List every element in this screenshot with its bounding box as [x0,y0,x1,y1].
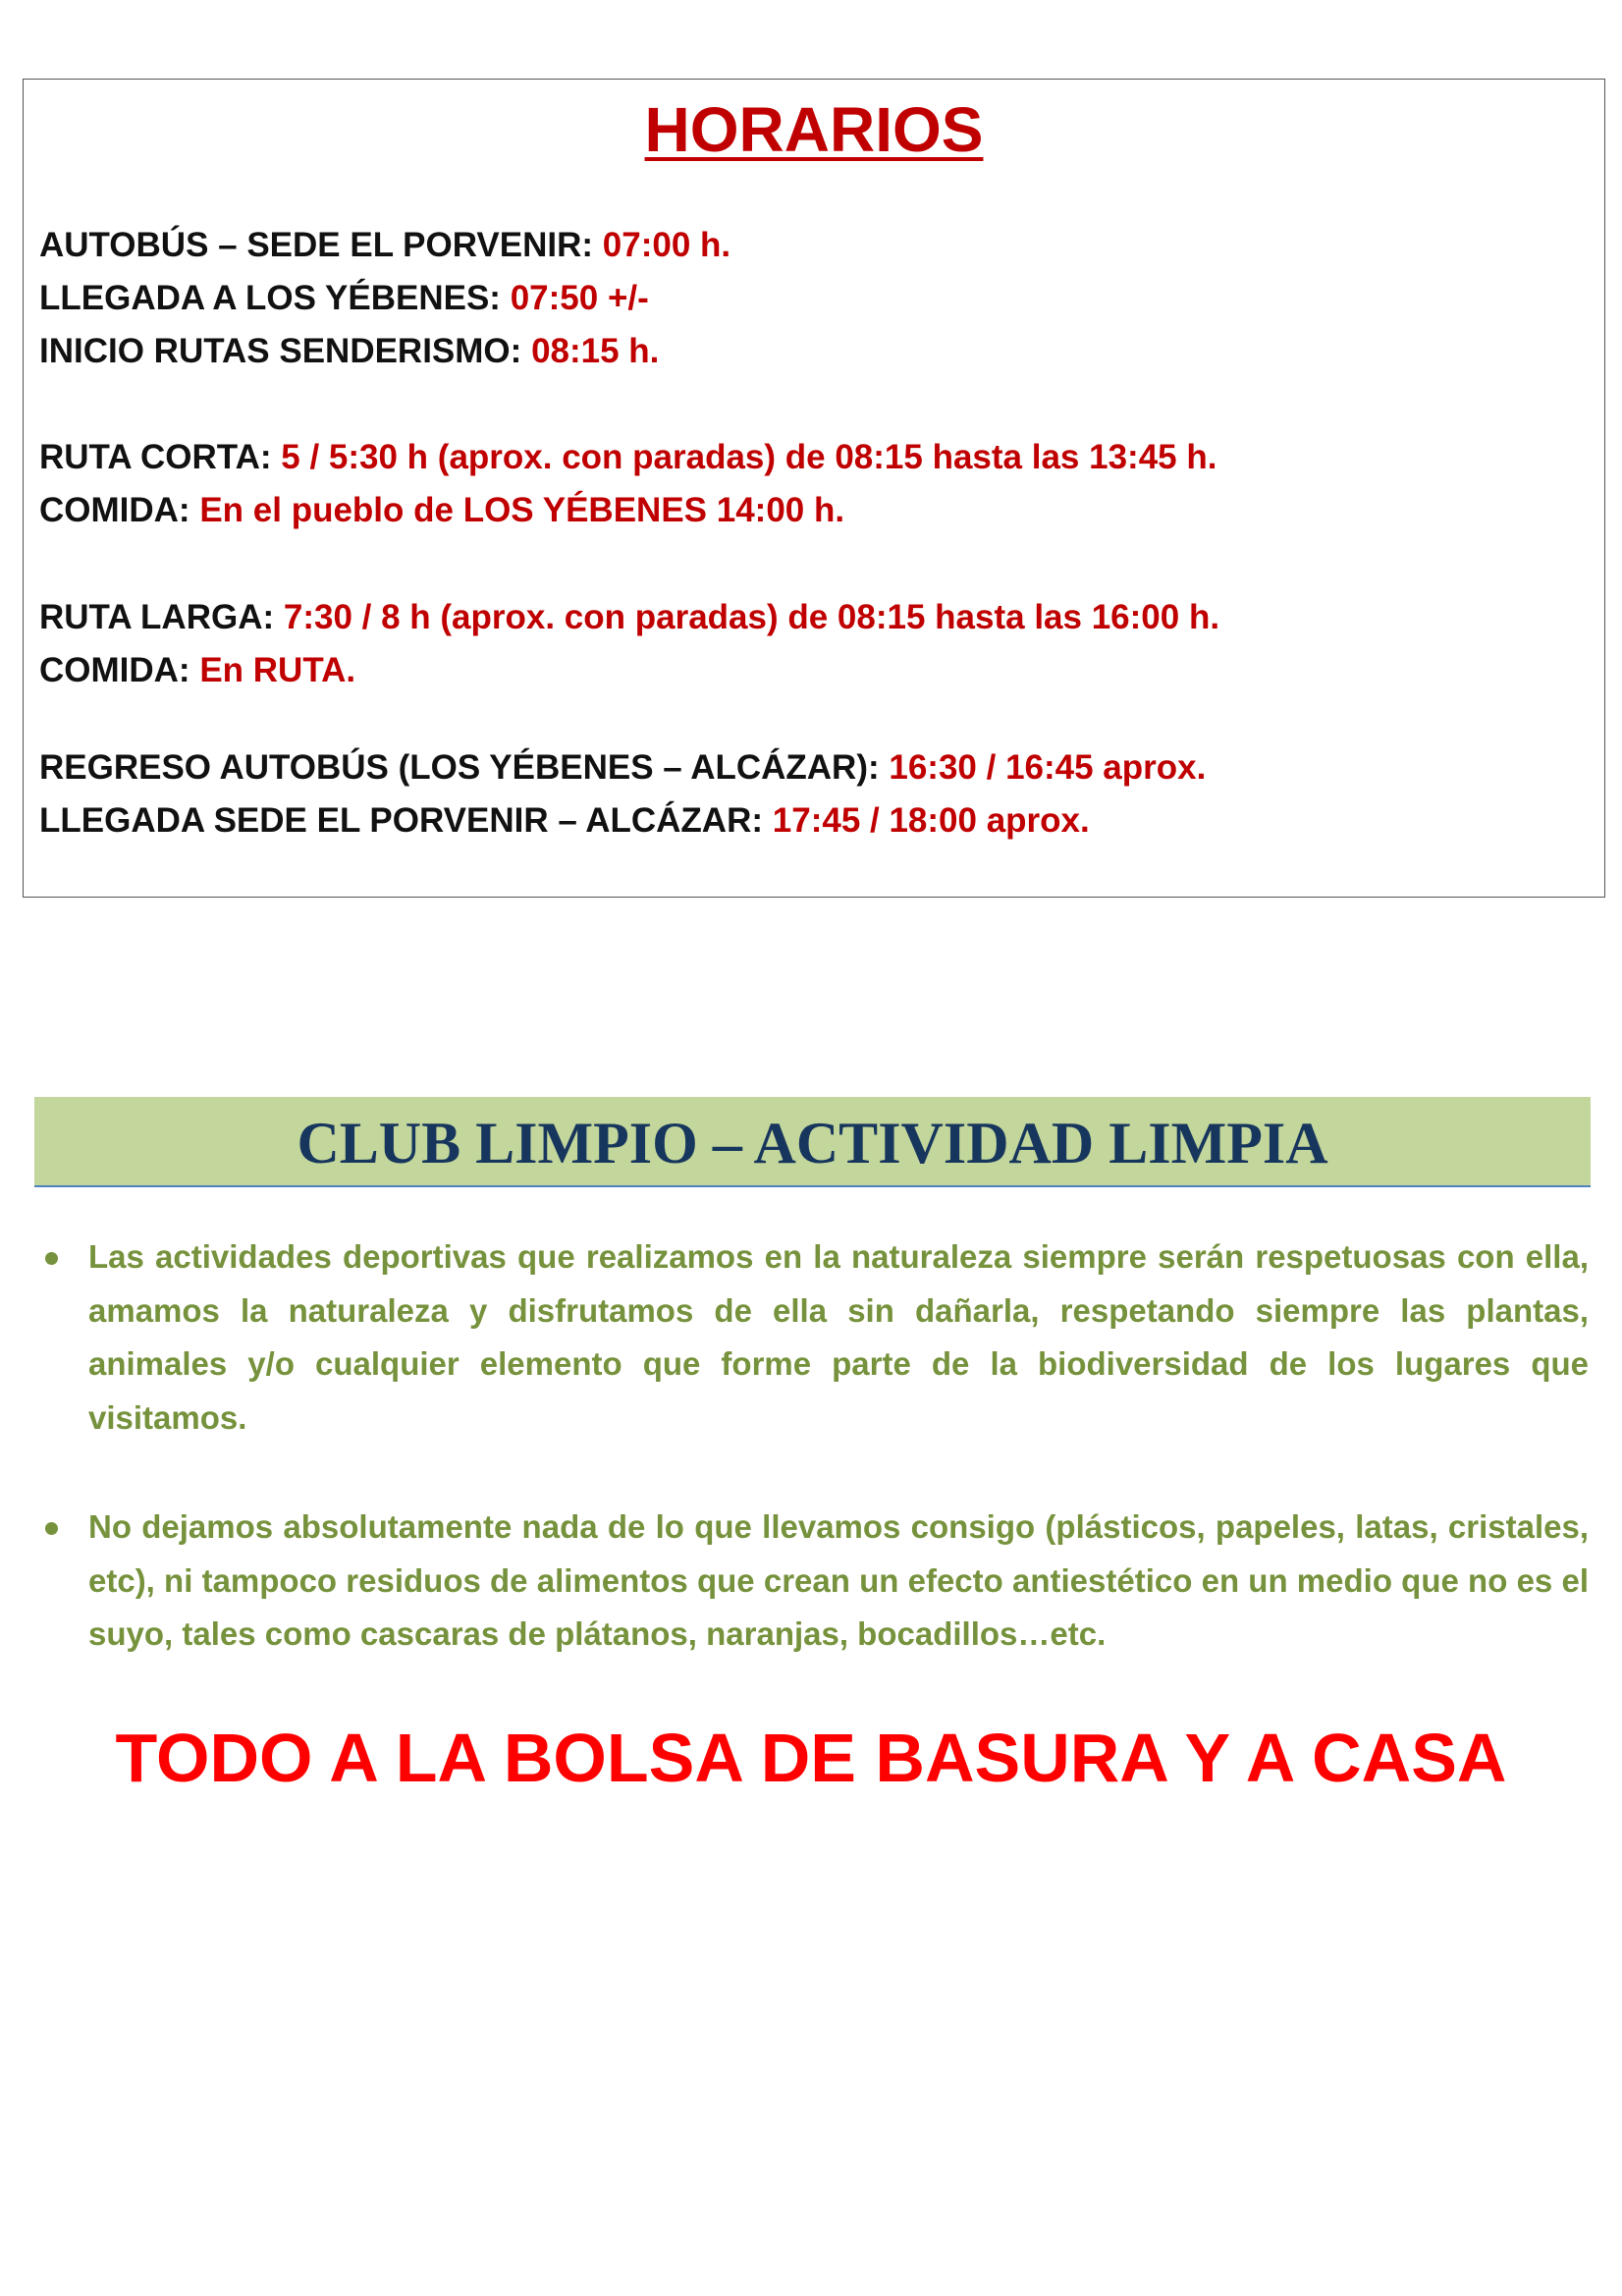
schedule-value: En el pueblo de LOS YÉBENES 14:00 h. [199,491,845,529]
club-limpio-heading: CLUB LIMPIO – ACTIVIDAD LIMPIA [297,1111,1328,1175]
schedule-value: En RUTA. [199,651,356,689]
bullet-dot-icon [45,1522,58,1535]
schedule-value: 07:00 h. [602,226,731,264]
horarios-title: HORARIOS [644,94,984,165]
schedule-line-short-route [39,437,1216,478]
schedule-label: RUTA LARGA: [39,598,275,636]
schedule-label: COMIDA: [39,491,190,529]
schedule-line-final-arrival [39,800,1090,842]
schedule-line-arrival [39,278,649,319]
schedule-value: 7:30 / 8 h (aprox. con paradas) de 08:15 hasta las 16:00 h. [283,598,1220,636]
bullet-paragraph-no-waste: No dejamos absolutamente nada de lo que llevamos consigo (plásticos, papeles, latas, cristales, etc), ni tampoco residuos de alimentos que crean un efecto antiestético en un medio que no es el suyo, tales como cascaras de plátanos, naranjas, bocadillos…etc. [88,1508,1589,1652]
schedule-label: LLEGADA SEDE EL PORVENIR – ALCÁZAR: [39,801,764,840]
bullet-dot-icon [45,1252,58,1265]
bullet-paragraph-respect: Las actividades deportivas que realizamos en la naturaleza siempre serán respetuosas con ella, amamos la naturaleza y disfrutamos de ella sin dañarla, respetando siempre las plantas, animales y/o cualquier elemento que forme parte de la biodiversidad de los lugares que visitamos. [88,1238,1589,1436]
schedule-line-short-route-meal [39,490,844,531]
schedule-line-long-route-meal [39,650,355,691]
schedule-line-bus-departure [39,225,730,266]
schedule-label: COMIDA: [39,651,190,689]
slogan: TODO A LA BOLSA DE BASURA Y A CASA [115,1720,1507,1796]
schedule-label: LLEGADA A LOS YÉBENES: [39,279,501,317]
schedule-value: 08:15 h. [531,332,660,370]
schedule-value: 07:50 +/- [510,279,649,317]
schedule-line-bus-return [39,747,1206,789]
schedule-label: INICIO RUTAS SENDERISMO: [39,332,522,370]
club-limpio-banner [34,1097,1591,1187]
schedule-line-long-route [39,597,1219,638]
schedule-value: 17:45 / 18:00 aprox. [772,801,1090,840]
schedule-value: 16:30 / 16:45 aprox. [889,748,1207,787]
schedule-line-routes-start [39,331,659,372]
schedule-label: RUTA CORTA: [39,438,272,476]
schedule-label: REGRESO AUTOBÚS (LOS YÉBENES – ALCÁZAR): [39,748,880,787]
schedule-value: 5 / 5:30 h (aprox. con paradas) de 08:15 hasta las 13:45 h. [281,438,1217,476]
horarios-box [23,79,1605,898]
schedule-label: AUTOBÚS – SEDE EL PORVENIR: [39,226,594,264]
